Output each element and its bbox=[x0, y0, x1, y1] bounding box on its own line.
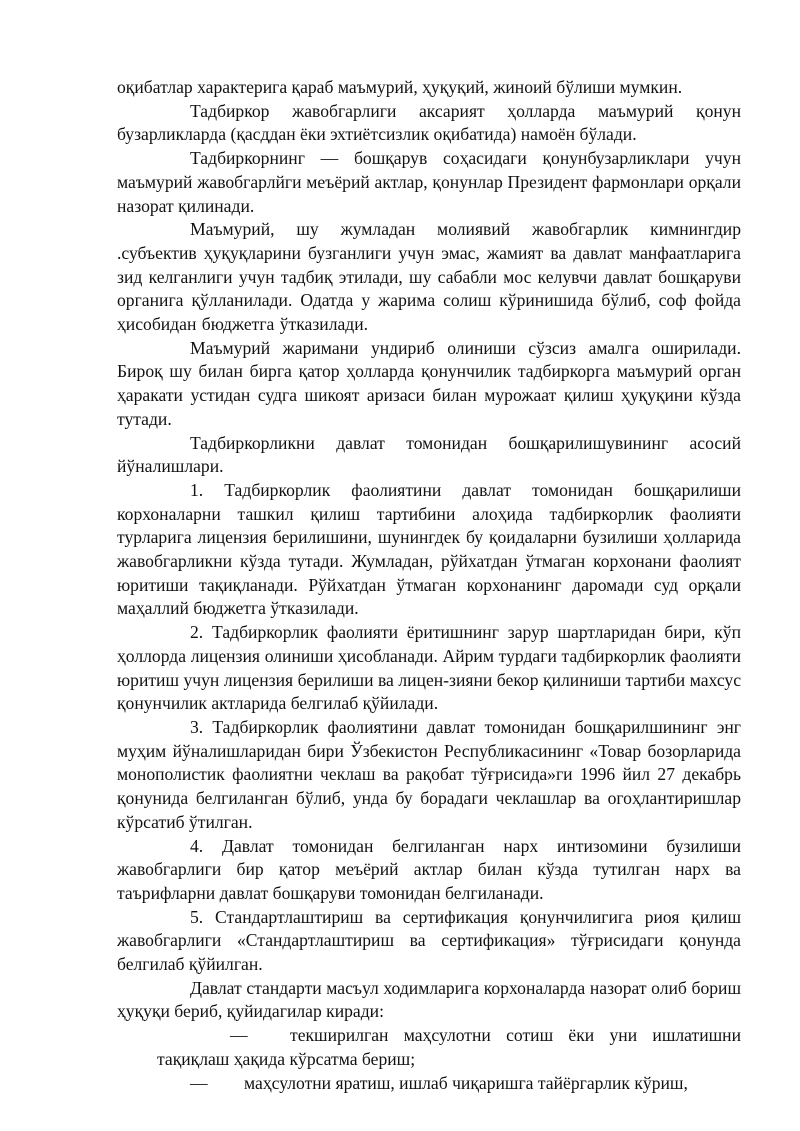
list-item bbox=[117, 1072, 741, 1096]
list-item bbox=[117, 1024, 741, 1071]
paragraph: 1. Тадбиркорлик фаолиятини давлат томонидан бошқарилиши корхоналарни ташкил қилиш тартибини алоҳида тадбиркорлик фаолияти турларига лицензия берилишини, шунингдек бу қоидаларни бузилиши ҳолларида жавобгарликни кўзда тутади. Жумладан, рўйхатдан ўтмаган корхонани фаолият юритиши тақиқланади. Рўйхатдан ўтмаган корхонанинг даромади суд орқали маҳаллий бюджетга ўтказилади. bbox=[117, 479, 741, 619]
list-item-text: текширилган маҳсулотни сотиш ёки уни ишлатишни тақиқлаш ҳақида кўрсатма бериш; bbox=[157, 1025, 741, 1069]
paragraph: Тадбиркор жавобгарлиги аксарият ҳолларда маъмурий қонун бузарликларда (қасддан ёки эхтиётсизлик оқибатида) намоён бўлади. bbox=[117, 100, 741, 145]
list-dash: — bbox=[190, 1072, 208, 1093]
paragraph: 5. Стандартлаштириш ва сертификация қонунчилигига риоя қилиш жавобгарлиги «Стандартлаштириш ва сертификация» тўғрисидаги қонунда белгилаб қўйилган. bbox=[117, 906, 741, 975]
paragraph: 3. Тадбиркорлик фаолиятини давлат томонидан бошқарилшининг энг муҳим йўналишларидан бири Ўзбекистон Республикасининг «Товар бозорларида монополистик фаолиятни чеклаш ва рақобат тўғрисида»ги 1996 йил 27 декабрь қонунида белгиланган бўлиб, унда бу борадаги чеклашлар ва огоҳлантиришлар кўрсатиб ўтилган. bbox=[117, 716, 741, 832]
paragraph: Маъмурий жаримани ундириб олиниши сўзсиз амалга оширилади. Бироқ шу билан бирга қатор ҳолларда қонунчилик тадбиркорга маъмурий орган ҳаракати устидан судга шикоят аризаси билан мурожаат қилиш ҳуқуқини кўзда тутади. bbox=[117, 337, 741, 429]
paragraph: оқибатлар характерига қараб маъмурий, ҳуқуқий, жиноий бўлиши мумкин. bbox=[117, 77, 683, 97]
paragraph: Тадбиркорликни давлат томонидан бошқарилишувининг асосий йўналишлари. bbox=[117, 432, 741, 477]
document-body bbox=[117, 76, 741, 1095]
paragraph: Давлат стандарти масъул ходимларига корхоналарда назорат олиб бориш ҳуқуқи бериб, қуйидагилар киради: bbox=[117, 977, 741, 1022]
list-item-text: маҳсулотни яратиш, ишлаб чиқаришга тайёргарлик кўриш, bbox=[244, 1072, 688, 1093]
paragraph: 4. Давлат томонидан белгиланган нарх интизомини бузилиши жавобгарлиги бир қатор меъёрий актлар билан кўзда тутилган нарх ва таърифларни давлат бошқаруви томонидан белгиланади. bbox=[117, 835, 741, 903]
paragraph: Тадбиркорнинг — бошқарув соҳасидаги қонунбузарликлари учун маъмурий жавобгарлйги меъёрий актлар, қонунлар Президент фармонлари орқали назорат қилинади. bbox=[117, 148, 741, 216]
paragraph: 2. Тадбиркорлик фаолияти ёритишнинг зарур шартларидан бири, кўп ҳоллорда лицензия олиниши ҳисобланади. Айрим турдаги тадбиркорлик фаолияти юритиш учун лицензия берилиши ва лицен-зияни бекор қилиниши тартиби махсус қонунчилик актларида белгилаб қўйилади. bbox=[117, 622, 741, 714]
list-dash: — bbox=[230, 1025, 248, 1046]
paragraph: Маъмурий, шу жумладан молиявий жавобгарлик кимнингдир .субъектив ҳуқуқларини бузганлиги учун эмас, жамият ва давлат манфаатларига зид келганлиги учун тадбиқ этилади, шу сабабли мос келувчи давлат бошқаруви органига қўлланилади. Одатда у жарима солиш кўринишида бўлиб, соф фойда ҳисобидан бюджетга ўтказилади. bbox=[117, 219, 741, 335]
